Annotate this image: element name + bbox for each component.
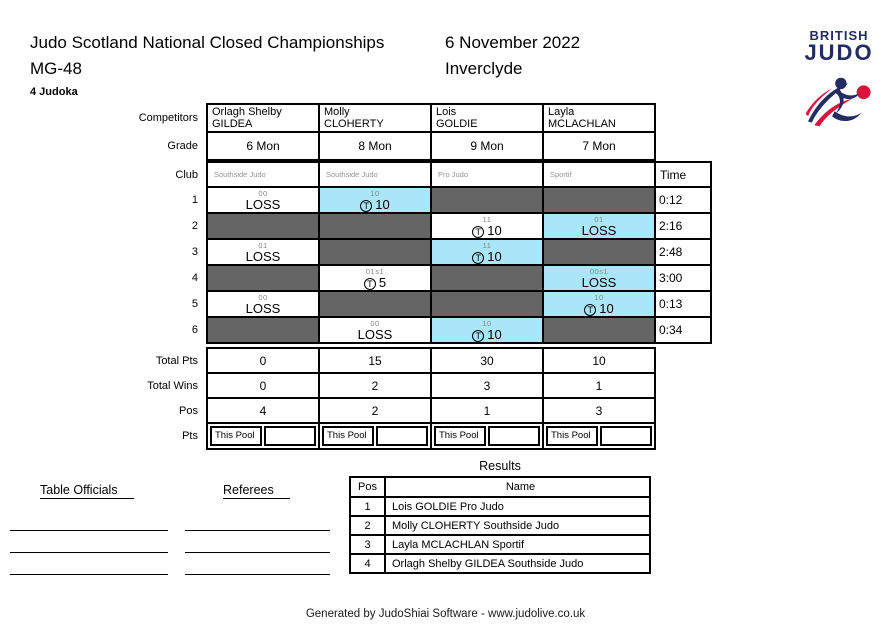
this-pool-box: This Pool [546,426,598,446]
match-cell: 01s1 T 5 [319,265,431,291]
ippon-t-icon: T [364,278,376,290]
results-row [350,554,650,573]
row-label-total-pts: Total Pts [30,348,207,373]
match-time-cell: 3:00 [655,265,711,291]
competitor-name-cell: Molly CLOHERTY [319,104,431,132]
logo-text-british: BRITISH [809,28,869,43]
match-cell [431,187,543,213]
match-cell [319,291,431,317]
match-cell [207,187,319,213]
total-wins-cell: 3 [431,373,543,398]
results-section [349,459,651,574]
total-pts-cell: 30 [431,348,543,373]
match-cell: 01 LOSS [543,213,655,239]
grade-cell: 9 Mon [431,132,543,160]
pts-cell [319,423,431,449]
total-pts-cell: 10 [543,348,655,373]
results-header-name: Name [385,477,650,497]
pts-empty-box [600,426,652,446]
tournament-title: Judo Scotland National Closed Championships [30,33,385,52]
this-pool-box: This Pool [434,426,486,446]
signature-line [185,531,330,553]
row-label-match-6: 6 [30,317,207,343]
match-cell: 10 T 10 [431,317,543,343]
generator-footer: Generated by JudoShiai Software - www.judolive.co.uk [305,608,586,620]
match-cell [319,213,431,239]
row-label-pos: Pos [30,398,207,423]
match-cell: 00s1 LOSS [543,265,655,291]
row-label-pts: Pts [30,423,207,449]
match-time-cell: 0:12 [655,187,711,213]
table-officials-block [10,483,168,575]
table-officials-heading: Table Officials [40,483,168,499]
result-name: Orlagh Shelby GILDEA Southside Judo [385,554,650,573]
time-column-header: Time [655,162,711,187]
pos-cell: 3 [543,398,655,423]
competitor-name-cell: Lois GOLDIE [431,104,543,132]
match-time-cell: 0:13 [655,291,711,317]
ippon-t-icon: T [472,330,484,342]
grade-cell: 6 Mon [207,132,319,160]
match-subscore: 10 [370,189,380,198]
grade-cell: 7 Mon [543,132,655,160]
ippon-t-icon: T [584,304,596,316]
referees-heading: Referees [223,483,330,499]
pool-table [30,103,712,450]
result-pos: 1 [350,497,385,516]
match-cell: 10 T 10 [543,291,655,317]
competitor-name-cell: Orlagh Shelby GILDEA [207,104,319,132]
row-label-match-5: 5 [30,291,207,317]
grade-cell: 8 Mon [319,132,431,160]
match-cell [543,187,655,213]
result-name: Molly CLOHERTY Southside Judo [385,516,650,535]
page-title [30,30,384,82]
pts-cell [543,423,655,449]
results-row [350,535,650,554]
result-pos: 2 [350,516,385,535]
match-subscore: 00 [258,189,268,198]
competitor-name-cell: Layla MCLACHLAN [543,104,655,132]
match-time-cell: 2:16 [655,213,711,239]
pos-cell: 1 [431,398,543,423]
match-cell [207,213,319,239]
match-cell: 00 LOSS [207,291,319,317]
match-cell: 01 LOSS [207,239,319,265]
match-cell [543,317,655,343]
total-wins-cell: 2 [319,373,431,398]
results-table [349,476,651,574]
signature-line [185,499,330,531]
judoka-count: 4 Judoka [30,86,78,98]
event-location: Inverclyde [445,59,523,78]
signature-line [10,499,168,531]
match-cell [431,265,543,291]
row-label-match-1: 1 [30,187,207,213]
signature-line [10,553,168,575]
signature-line [10,531,168,553]
pos-cell: 2 [319,398,431,423]
row-label-grade: Grade [30,132,207,160]
referees-block [185,483,330,575]
this-pool-box: This Pool [210,426,262,446]
results-row [350,497,650,516]
row-label-competitors: Competitors [30,104,207,132]
pool-header-table [30,103,656,161]
row-label-club: Club [30,162,207,187]
result-pos: 3 [350,535,385,554]
pts-empty-box [488,426,540,446]
ippon-t-icon: T [472,252,484,264]
row-label-total-wins: Total Wins [30,373,207,398]
pts-empty-box [264,426,316,446]
logo-text-judo: JUDO [804,40,874,65]
match-cell: 11 T 10 [431,213,543,239]
result-pos: 4 [350,554,385,573]
pts-empty-box [376,426,428,446]
event-info [445,30,580,82]
ippon-t-icon: T [360,200,372,212]
row-label-match-4: 4 [30,265,207,291]
signature-line [185,553,330,575]
total-wins-cell: 1 [543,373,655,398]
match-cell: 11 T 10 [431,239,543,265]
row-label-match-2: 2 [30,213,207,239]
result-name: Lois GOLDIE Pro Judo [385,497,650,516]
total-pts-cell: 15 [319,348,431,373]
match-time-cell: 0:34 [655,317,711,343]
results-row [350,516,650,535]
pts-cell [431,423,543,449]
this-pool-box: This Pool [322,426,374,446]
british-judo-logo [795,28,883,132]
result-name: Layla MCLACHLAN Sportif [385,535,650,554]
pool-summary-table [30,347,656,450]
club-cell: Southside Judo [319,162,431,187]
event-date: 6 November 2022 [445,33,581,52]
pts-cell [207,423,319,449]
match-cell [431,291,543,317]
row-label-match-3: 3 [30,239,207,265]
match-cell [319,187,431,213]
match-score: T 10 [320,198,430,212]
results-header-pos: Pos [350,477,385,497]
match-cell [319,239,431,265]
match-cell: 00 LOSS [319,317,431,343]
ippon-t-icon: T [472,226,484,238]
club-cell: Southside Judo [207,162,319,187]
match-time-cell: 2:48 [655,239,711,265]
match-cell [543,239,655,265]
total-wins-cell: 0 [207,373,319,398]
club-cell: Sportif [543,162,655,187]
pos-cell: 4 [207,398,319,423]
pool-match-table [30,161,712,344]
match-cell [207,317,319,343]
category-title: MG-48 [30,59,82,78]
results-title: Results [479,459,521,473]
judo-figure-icon [800,67,878,127]
match-cell [207,265,319,291]
match-score: LOSS [245,197,281,212]
club-cell: Pro Judo [431,162,543,187]
total-pts-cell: 0 [207,348,319,373]
